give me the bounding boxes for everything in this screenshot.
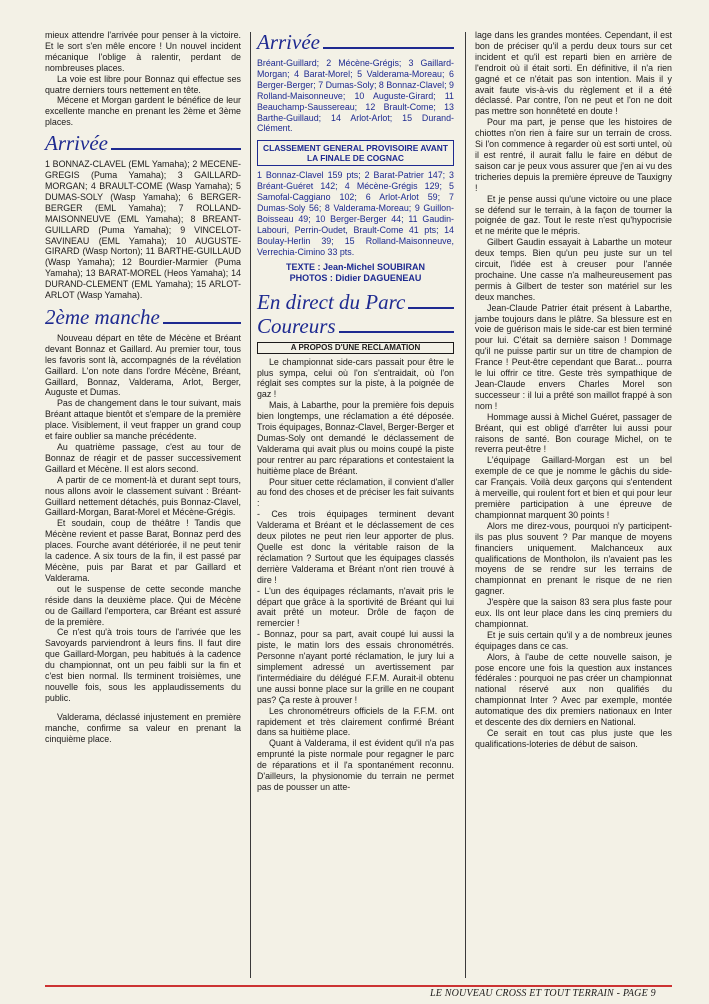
results-list: 1 BONNAZ-CLAVEL (EML Yamaha); 2 MECENE-GREGIS (Puma Yamaha); 3 GAILLARD-MORGAN; 4 BRAULT-COME (Wasp Yamaha); 5 DUMAS-SOLY (Wasp Yamaha); 6 BERGER-BERGER (EML Yamaha); 7 ROLLAND-MAISONNEUVE (EML Yamaha); 8 BREANT-GUILLARD (Puma Yamaha); 9 VINCELOT-SAVINEAU (EML Yamaha); 10 AUGUSTE-GIRARD (Wasp Norton); 11 BARTHE-GUILLAUD (Wasp Yamaha); 12 Bourdier-Marmier (Puma Yamaha); 13 BARAT-MOREL (Heos Yamaha); 14 DURAND-CLEMENT (EML Yamaha); 15 ARLOT-ARLOT (Wasp Yamaha). [45,159,241,301]
heading-rule [408,307,454,309]
paragraph: Alors, à l'aube de cette nouvelle saison, je pose encore une fois la question aux instances fédérales : pourquoi ne pas créer un championnat national réservé aux non qualifiés du championnat Inter ? Avec par exemple, montée automatique des dix premiers nationaux en Inter et descente des dix derniers en National. [475,651,672,728]
heading-rule [111,148,241,150]
section-heading-2eme-manche [45,305,241,329]
paragraph: J'espère que la saison 83 sera plus faste pour eux. Ils ont leur place dans les cinq premiers du championnat. [475,597,672,629]
results-list: Bréant-Guillard; 2 Mécène-Grégis; 3 Gaillard-Morgan; 4 Barat-Morel; 5 Valderama-Moreau; 6 Berger-Berger; 7 Dumas-Soly; 8 Bonnaz-Clavel; 9 Rolland-Maisonneuve; 10 Auguste-Girard; 11 Beauchamp-Saussereau; 12 Brault-Come; 13 Barthe-Guillaud; 14 Arlot-Arlot; 15 Durand-Clément. [257,58,454,134]
paragraph: - Bonnaz, pour sa part, avait coupé lui aussi la piste, le matin lors des essais chronométrés. Personne n'ayant porté réclamation, le jury lui a simplement adressé un avertissement par l'intermédiaire du délégué F.F.M. Aurait-il obtenu une aussi bonne place sur la grille en ne coupant pas? Ça reste à prouver ! [257,629,454,705]
paragraph: Les chronométreurs officiels de la F.F.M. ont rapidement et très clairement confirmé Bréant dans sa huitième place. [257,705,454,738]
paragraph: Et soudain, coup de théâtre ! Tandis que Mécène revient et passe Barat, Bonnaz perd des places. Fourche avant détériorée, il ne peut tenir la cadence. A six tours de la fin, il est passé par Mécène, puis par Barat et par Gaillard et Valderama. [45,518,241,583]
heading-text: Arrivée [257,30,320,54]
credit-text: TEXTE : Jean-Michel SOUBIRAN [285,261,426,272]
paragraph: A partir de ce moment-là et durant sept tours, nous allons avoir le classement suivant : Bréant-Guillard nettement détachés, puis Bonnaz-Clavel, Gaillard-Morgan, Barat-Morel et Mécène-Grégis. [45,474,241,518]
page-footer: LE NOUVEAU CROSS ET TOUT TERRAIN - PAGE 9 [430,988,656,999]
column-divider-left [250,32,251,978]
heading-rule [339,331,454,333]
classement-heading-box: CLASSEMENT GENERAL PROVISOIRE AVANT LA FINALE DE COGNAC [257,140,454,166]
paragraph: lage dans les grandes montées. Cependant, il est bon de préciser qu'il a perdu deux tours sur cet incident et qu'il est reparti bien en arrière de l'endroit où il était sorti. En définitive, il n'a rien gagné et ce n'était pas son intention. Mais il y avait faute vis-à-vis du règlement et il a été déclassé. Par contre, l'on ne peut et l'on ne doit pas mettre son honnêteté en doute ! [475,30,672,117]
paragraph: Quant à Valderama, il est évident qu'il n'a pas emprunté la piste normale pour regagner le parc de réparations et il l'a spontanément reconnu. D'ailleurs, la physionomie du terrain ne permet pas de pousser un atte- [257,738,454,792]
paragraph: out le suspense de cette seconde manche réside dans la deuxième place. Qui de Mécène ou de Gaillard l'emportera, car Bréant est assuré de la première. [45,583,241,627]
paragraph: L'équipage Gaillard-Morgan est un bel exemple de ce que je nomme le gâchis du side-car Français. Voilà deux garçons qui s'entendent à merveille, qui roulent fort et bien et qui pour leur première participation à une épreuve de championnat marquent 30 points ! [475,455,672,520]
column-3 [475,30,672,750]
paragraph: Gilbert Gaudin essayait à Labarthe un moteur deux temps. Bien qu'un peu juste sur un tel circuit, l'idée est à creuser pour l'année prochaine. Une casse n'a malheureusement pas permis à Gilbert de tester son matériel sur les deux manches. [475,237,672,302]
section-heading-arrivee [45,131,241,155]
paragraph: Alors me direz-vous, pourquoi n'y participent-ils pas plus souvent ? Par manque de moyens financiers uniquement. Malchanceux aux qualifications de Montholon, ils n'avaient pas les moyens de se rendre sur les terrains de championnat en prenant le risque de ne rien gagner. [475,520,672,597]
section-heading-en-direct [257,290,454,338]
heading-text: En direct du Parc [257,289,406,314]
paragraph: Valderama, déclassé injustement en première manche, confirme sa valeur en prenant la cinquième place. [45,711,241,744]
paragraph: Le championnat side-cars passait pour être le plus sympa, celui où l'on s'entraidait, où l'on réglait ses comptes sur la piste, à la poignée de gaz ! [257,356,454,400]
paragraph: Ce n'est qu'à trois tours de l'arrivée que les Savoyards parviendront à leurs fins. Il faut dire que Gaillard-Morgan, peu habitués à la cadence du championnat, ont un peu faibli sur la fin et c'est bien normal. Ils terminent troisièmes, une nouvelle fois, sous les applaudissements du public. [45,627,241,703]
heading-rule [323,47,454,49]
reclamation-heading-box: A PROPOS D'UNE RECLAMATION [257,342,454,354]
paragraph: Pour ma part, je pense que les histoires de chiottes n'on rien à faire sur un terrain de cross. Si l'on commence à regarder où est sorti untel, où il est rentré, il aurait fallu le faire en début de saison car je peux vous assurer que j'en ai vu des tricheries depuis la première épreuve de Tauxigny ! [475,117,672,193]
classement-list: 1 Bonnaz-Clavel 159 pts; 2 Barat-Patrier 147; 3 Bréant-Guéret 142; 4 Mécène-Grégis 129; 5 Samofal-Caggiano 102; 6 Arlot-Arlot 59; 7 Dumas-Soly 56; 8 Valderama-Moreau; 9 Guillon-Boisseau 49; 10 Berger-Berger 44; 11 Gaudin-Labouri, Perrin-Oudet, Brault-Come 41 pts; 14 Boulay-Herlin 39; 15 Rolland-Maisonneuve, Verrechia-Cimino 33 pts. [257,170,454,257]
paragraph: - L'un des équipages réclamants, n'avait pris le départ que grâce à la sportivité de Bréant qui lui avait prêté un moteur. Drôle de façon de remercier ! [257,585,454,629]
heading-text: Arrivée [45,131,108,156]
paragraph: Mécene et Morgan gardent le bénéfice de leur excellente manche en prenant les 2ème et 3ème places. [45,95,241,128]
credit-photos: PHOTOS : Didier DAGUENEAU [289,272,422,283]
paragraph: La voie est libre pour Bonnaz qui effectue ses quatre derniers tours nettement en tête. [45,73,241,95]
paragraph: Jean-Claude Patrier était présent à Labarthe, jambe toujours dans le plâtre. Sa blessure est en voie de guérison mais le side-car est bien terminé pour lui. C'était sa dernière saison ! Dommage qu'il ne puisse partir sur un titre de champion de France ! Peut-être cependant que Barat... pourra le lui offrir ce titre. Geste très sympathique de Jean-Claude envers Charles Morel son successeur : il lui a prêté son maillot frappé à son nom ! [475,302,672,411]
paragraph: Et je suis certain qu'il y a de nombreux jeunes équipages dans ce cas. [475,629,672,651]
paragraph: Nouveau départ en tête de Mécène et Bréant devant Bonnaz et Gaillard. Au premier tour, tous les favoris sont là, accompagnés de la révélation Gaillard. L'on note dans l'ordre Mécène, Bréant, Gaillard, Bonnaz, Valderama, Arlot, Berger, Auguste et Dumas. [45,332,241,398]
footer-rule [45,985,672,987]
paragraph: Hommage aussi à Michel Guéret, passager de Bréant, qui est obligé d'arrêter lui aussi pour raisons de santé. Bon courage Michel, on te reverra peut-être ! [475,411,672,455]
paragraph: Au quatrième passage, c'est au tour de Bonnaz de réagir et de passer successivement Gaillard et Mécène. Il est alors second. [45,442,241,474]
column-2 [257,30,454,793]
paragraph: mieux attendre l'arrivée pour penser à la victoire. Et le sort s'en mêle encore ! Un nouvel incident mécanique l'oblige à ralentir, perdant de nombreuses places. [45,30,241,73]
column-1 [45,30,241,744]
paragraph: Pour situer cette réclamation, il convient d'aller au fond des choses et de préciser les fait suivants : [257,476,454,509]
paragraph: - Ces trois équipages terminent devant Valderama et Bréant et le déclassement de ces deux pilotes ne peut rien leur apporter de plus. Quelle est donc la véritable raison de la réclamation ? Surtout que les équipages classés derrière Valderama et Bréant n'ont rien trouvé à dire ! [257,509,454,585]
paragraph: Pas de changement dans le tour suivant, mais Bréant attaque bientôt et s'empare de la première place. Visiblement, il veut frapper un grand coup et faire oublier sa manche précédente. [45,398,241,442]
paragraph: Et je pense aussi qu'une victoire ou une place se défend sur le terrain, à la façon de tourner la poignée de gaz. Tout le reste n'est qu'hypocrisie et ne mérite que le mépris. [475,193,672,237]
heading-rule [163,322,241,324]
paragraph: Mais, à Labarthe, pour la première fois depuis bien longtemps, une réclamation a été déposée. Trois équipages, Bonnaz-Clavel, Berger-Berger et Dumas-Soly ont demandé le déclassement de Valderama qui avait plus ou moins coupé la piste pour rentrer au parc réparations et contestaient la huitième place de Bréant. [257,400,454,476]
credits [257,262,454,284]
heading-text: 2ème manche [45,304,160,329]
paragraph: Ce serait en tout cas plus juste que les qualifications-loteries de début de saison. [475,728,672,749]
heading-text: Coureurs [257,313,336,338]
column-divider-right [465,32,466,978]
section-heading-arrivee [257,30,454,54]
